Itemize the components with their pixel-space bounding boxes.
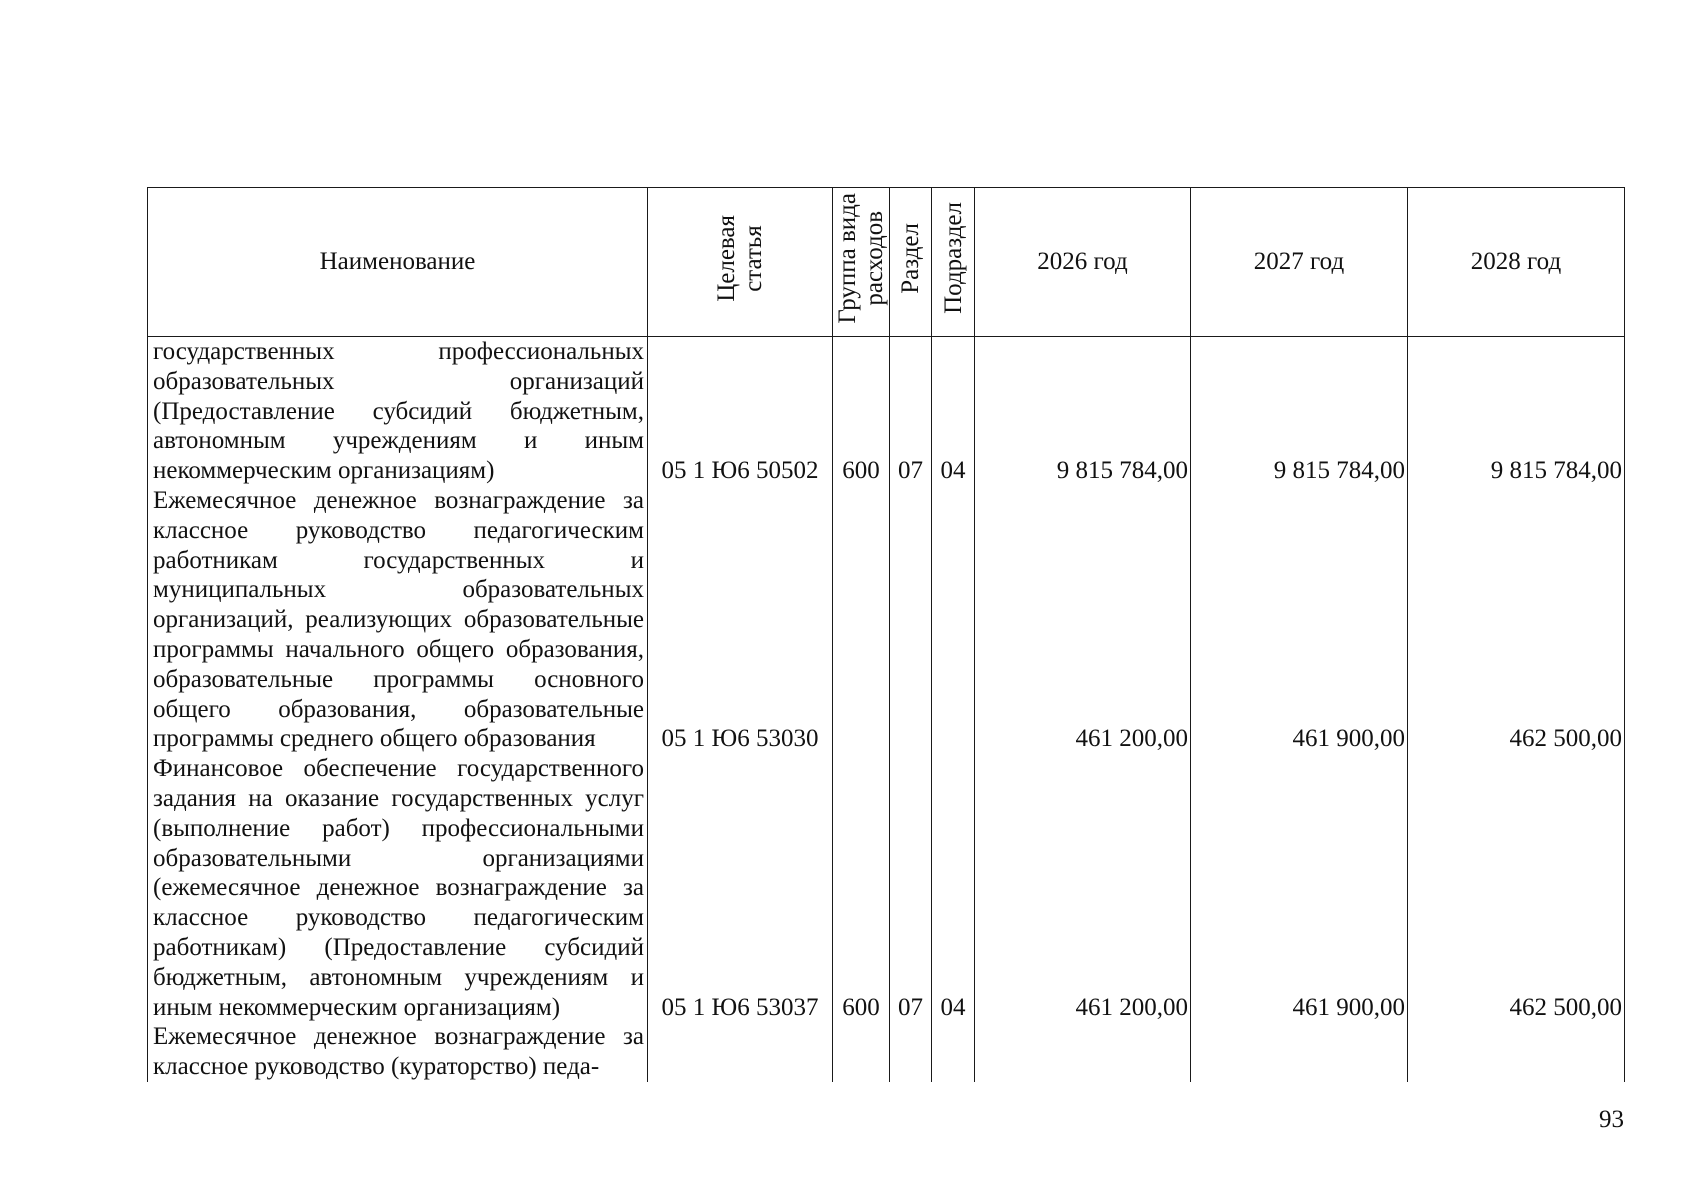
row-section <box>890 1022 932 1082</box>
row-name-text: Финансовое обеспечение государственного задания на оказание государственных услуг (выполнение работ) профессиональными образовательными организациями (ежемесячное денежное вознаграждение за классное руководство педагогическим работникам) (Предоставление субсидий бюджетным, автономным учреждениям и иным некоммерческим организациям) <box>153 755 644 1021</box>
row-target-article: 05 1 Ю6 50502 <box>648 337 833 486</box>
header-subsection-text: Подраздел <box>939 202 967 315</box>
row-expense-group: 600 <box>833 337 890 486</box>
row-amount-2026 <box>975 1022 1191 1082</box>
row-name <box>148 337 648 486</box>
header-2028: 2028 год <box>1408 188 1625 337</box>
header-target-article-text <box>713 215 767 302</box>
header-name: Наименование <box>148 188 648 337</box>
row-name <box>148 754 648 1022</box>
row-amount-2026: 461 200,00 <box>975 754 1191 1022</box>
row-amount-2027: 9 815 784,00 <box>1191 337 1408 486</box>
row-amount-2027: 461 900,00 <box>1191 754 1408 1022</box>
row-subsection <box>932 486 975 754</box>
header-section <box>890 188 932 337</box>
row-section <box>890 486 932 754</box>
row-name <box>148 1022 648 1082</box>
row-amount-2027 <box>1191 1022 1408 1082</box>
header-2027: 2027 год <box>1191 188 1408 337</box>
row-subsection <box>932 1022 975 1082</box>
header-target-line1: Целевая <box>713 214 740 302</box>
row-amount-2027: 461 900,00 <box>1191 486 1408 754</box>
table-row <box>148 337 1625 486</box>
page-number: 93 <box>1599 1106 1624 1133</box>
header-group-line2: расходов <box>861 210 888 306</box>
row-amount-2028: 9 815 784,00 <box>1408 337 1625 486</box>
row-subsection: 04 <box>932 337 975 486</box>
row-name-text: государственных профессиональных образовательных организаций (Предоставление субсидий бюджетным, автономным учреждениям и иным некоммерческим организациям) <box>153 338 644 485</box>
header-2026: 2026 год <box>975 188 1191 337</box>
row-name-text: Ежемесячное денежное вознаграждение за классное руководство (кураторство) педа- <box>153 1023 644 1081</box>
row-amount-2028: 462 500,00 <box>1408 754 1625 1022</box>
row-expense-group <box>833 486 890 754</box>
row-subsection: 04 <box>932 754 975 1022</box>
row-section: 07 <box>890 754 932 1022</box>
header-target-article <box>648 188 833 337</box>
header-row <box>148 188 1625 337</box>
table-row <box>148 754 1625 1022</box>
header-expense-group <box>833 188 890 337</box>
row-name-text: Ежемесячное денежное вознаграждение за классное руководство педагогическим работникам государственных и муниципальных образовательных организаций, реализующих образовательные программы начального общего образования, образовательные программы основного общего образования, образовательные программы среднего общего образования <box>153 486 644 753</box>
row-amount-2028 <box>1408 1022 1625 1082</box>
row-amount-2026: 461 200,00 <box>975 486 1191 754</box>
table-row <box>148 486 1625 754</box>
row-target-article: 05 1 Ю6 53037 <box>648 754 833 1022</box>
row-amount-2028: 462 500,00 <box>1408 486 1625 754</box>
row-expense-group: 600 <box>833 754 890 1022</box>
header-section-text: Раздел <box>897 222 924 294</box>
row-name <box>148 486 648 754</box>
header-target-line2: статья <box>740 224 767 292</box>
row-section: 07 <box>890 337 932 486</box>
budget-table <box>147 187 1625 1082</box>
row-expense-group <box>833 1022 890 1082</box>
header-subsection <box>932 188 975 337</box>
header-group-line1: Группа вида <box>834 192 861 324</box>
header-expense-group-text <box>834 193 888 324</box>
table-row <box>148 1022 1625 1082</box>
row-target-article <box>648 1022 833 1082</box>
row-amount-2026: 9 815 784,00 <box>975 337 1191 486</box>
row-target-article: 05 1 Ю6 53030 <box>648 486 833 754</box>
